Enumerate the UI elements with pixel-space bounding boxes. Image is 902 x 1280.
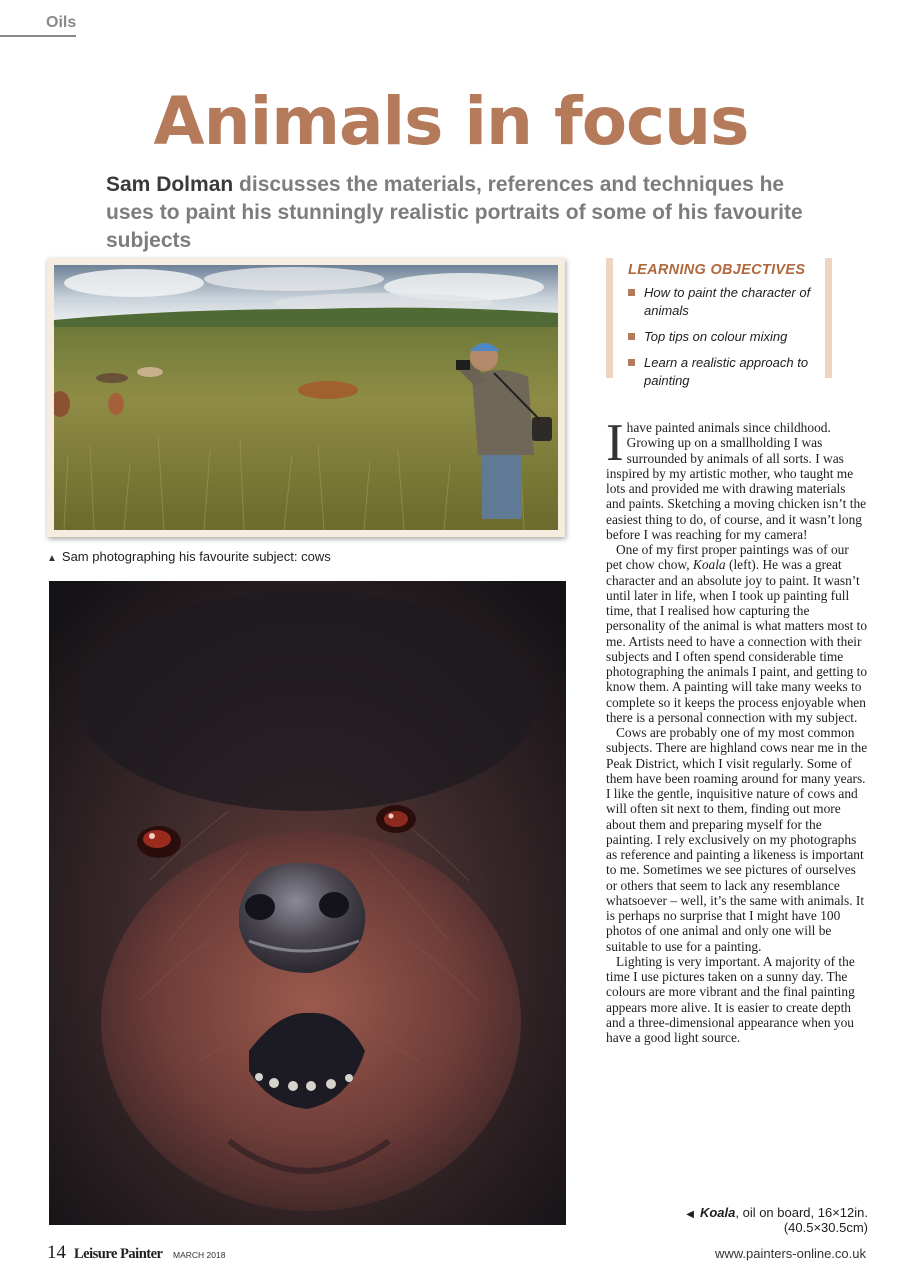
objective-text: How to paint the character of animals	[644, 285, 811, 318]
objective-text: Top tips on colour mixing	[644, 329, 788, 344]
author-name: Sam Dolman	[106, 173, 234, 196]
article-paragraph-1	[606, 414, 868, 542]
cows-field-photo	[54, 265, 558, 530]
page-number: 14	[47, 1242, 66, 1263]
painting-title: Koala	[699, 1205, 736, 1220]
cow	[298, 381, 358, 399]
article-paragraph-2	[606, 542, 868, 725]
standfirst-text: discusses the materials, references and techniques he uses to paint his stunningly realistic portraits of some of his favourite subjects	[106, 173, 803, 252]
magazine-logo: Leisure Painter	[74, 1246, 163, 1262]
objective-item	[628, 354, 825, 390]
objective-item	[628, 328, 825, 346]
photo-caption	[47, 549, 331, 564]
painting-caption	[606, 1205, 868, 1235]
caption-arrow-up-icon: ▲	[47, 553, 57, 564]
painting-name: Koala	[692, 557, 726, 573]
objective-text: Learn a realistic approach to painting	[644, 355, 809, 388]
article-title: Animals in focus	[153, 83, 749, 160]
bullet-square-icon	[628, 359, 635, 366]
learning-objectives-heading: LEARNING OBJECTIVES	[628, 262, 806, 278]
section-tag	[0, 14, 76, 37]
standfirst	[106, 171, 826, 255]
article-body	[606, 414, 868, 1045]
bullet-square-icon	[628, 289, 635, 296]
learning-objectives-box	[606, 258, 832, 388]
section-tag-label: Oils	[46, 14, 77, 31]
cow	[96, 373, 128, 383]
cow	[137, 367, 163, 377]
article-paragraph-4: Lighting is very important. A majority of the time I use pictures taken on a sunny day. The colours are more vibrant and the final painting appears more alive. It is easier to create depth and a three-dimensional appearance when you have a good light source.	[606, 953, 855, 1045]
bullet-square-icon	[628, 333, 635, 340]
photo-caption-text: Sam photographing his favourite subject: cows	[61, 549, 331, 564]
caption-arrow-left-icon: ◀	[686, 1209, 694, 1220]
paragraph-text: One of my first proper paintings was of our pet chow chow,	[606, 542, 849, 573]
koala-painting	[49, 581, 566, 1225]
article-paragraph-3: Cows are probably one of my most common subjects. There are highland cows near me in the Peak District, which I visit regularly. Some of them have been roaming around for many years. I like the gentle, inquisitive nature of cows and will often sit next to them, finding out more about them and preparing myself for the painting. I rely exclusively on my photographs as reference and painting a likeness is important to me. Sometimes we see pictures of ourselves or others that seem to lack any resemblance whatsoever – well, it’s the same with animals. It is perhaps no surprise that I might have 100 photos of one animal and only one will be suitable to use for a painting.	[606, 725, 868, 954]
paragraph-text: have painted animals since childhood. Growing up on a smallholding I was surrounded by animals of all sorts. I was inspired by my artistic mother, who taught me lots and provided me with drawing materials and paints. Sketching a moving chicken isn’t the easiest thing to do, of course, and it wasn’t long before I was reaching for my camera!	[606, 420, 867, 542]
cow	[108, 393, 124, 415]
photo-frame	[47, 258, 565, 537]
paragraph-text: (left). He was a great character and an absolute joy to paint. It wasn’t until later in life, when I took up painting full time, that I realised how capturing the personality of the animal is what matters most to me. Artists need to have a connection with their subjects and I often spend considerable time photographing the animals I paint, and getting to know them. A painting will take many weeks to complete so it keeps the process enjoyable when there is a personal connection with my subject.	[606, 557, 868, 725]
issue-date: MARCH 2018	[173, 1250, 226, 1260]
painting-details: , oil on board, 16×12in. (40.5×30.5cm)	[735, 1205, 868, 1235]
objective-item	[628, 284, 825, 320]
website-link[interactable]: www.painters-online.co.uk	[714, 1246, 866, 1261]
drop-cap: I	[606, 414, 624, 472]
